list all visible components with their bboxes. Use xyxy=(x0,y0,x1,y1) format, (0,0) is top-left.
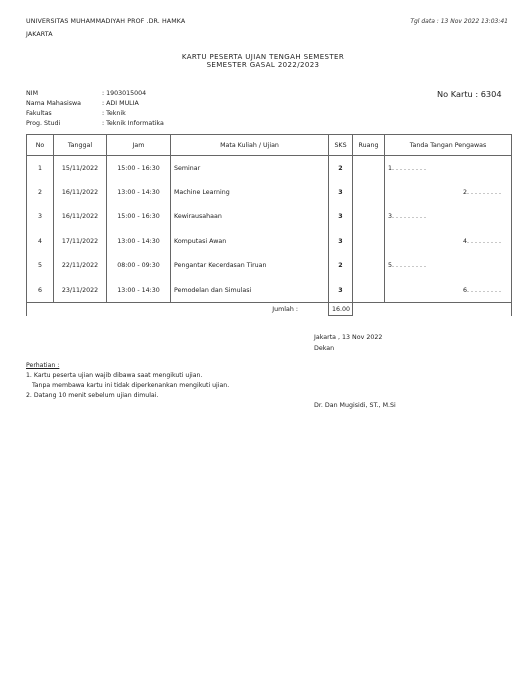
city-name: JAKARTA xyxy=(26,31,53,38)
row-room xyxy=(353,278,385,303)
row-course: Kewirausahaan xyxy=(171,205,329,229)
row-time: 13:00 - 14:30 xyxy=(107,278,171,303)
row-no: 5 xyxy=(27,254,54,278)
nim-value: : 1903015004 xyxy=(102,90,147,97)
faculty-value: : Teknik xyxy=(102,110,126,117)
row-date: 16/11/2022 xyxy=(54,180,107,204)
semester-title: SEMESTER GASAL 2022/2023 xyxy=(206,61,320,69)
row-sks: 2 xyxy=(329,156,353,181)
table-row xyxy=(27,229,512,253)
row-date: 15/11/2022 xyxy=(54,156,107,181)
total-row xyxy=(27,303,512,316)
row-course: Machine Learning xyxy=(171,180,329,204)
row-room xyxy=(353,229,385,253)
university-name: UNIVERSITAS MUHAMMADIYAH PROF .DR. HAMKA xyxy=(26,18,186,25)
name-label: Nama Mahasiswa xyxy=(26,100,82,107)
header-date: Tanggal xyxy=(54,135,107,156)
table-row xyxy=(27,205,512,229)
header-signature: Tanda Tangan Pengawas xyxy=(385,135,512,156)
header-time: Jam xyxy=(107,135,171,156)
note-line: Tanpa membawa kartu ini tidak diperkenankan mengikuti ujian. xyxy=(32,382,230,389)
notes-title: Perhatian : xyxy=(26,362,60,369)
row-signature: 5. . . . . . . . . xyxy=(385,254,512,278)
note-line: 2. Datang 10 menit sebelum ujian dimulai. xyxy=(26,392,159,399)
header-course: Mata Kuliah / Ujian xyxy=(171,135,329,156)
row-room xyxy=(353,254,385,278)
table-row xyxy=(27,254,512,278)
print-date: Tgl data : 13 Nov 2022 13:03:41 xyxy=(410,18,508,25)
row-course: Pengantar Kecerdasan Tiruan xyxy=(171,254,329,278)
faculty-label: Fakultas xyxy=(26,110,52,117)
row-date: 17/11/2022 xyxy=(54,229,107,253)
row-signature: 4. . . . . . . . . xyxy=(385,229,512,253)
notes-section xyxy=(26,361,229,401)
header-no: No xyxy=(27,135,54,156)
row-time: 13:00 - 14:30 xyxy=(107,229,171,253)
card-number: No Kartu : 6304 xyxy=(437,89,502,99)
program-value: : Teknik Informatika xyxy=(102,120,164,127)
total-empty xyxy=(353,303,512,316)
note-line: 1. Kartu peserta ujian wajib dibawa saat mengikuti ujian. xyxy=(26,372,203,379)
row-signature: 1. . . . . . . . . xyxy=(385,156,512,181)
table-row xyxy=(27,278,512,303)
row-no: 4 xyxy=(27,229,54,253)
name-value: : ADI MULIA xyxy=(102,100,139,107)
row-signature: 6. . . . . . . . . xyxy=(385,278,512,303)
row-signature: 3. . . . . . . . . xyxy=(385,205,512,229)
row-time: 13:00 - 14:30 xyxy=(107,180,171,204)
row-time: 08:00 - 09:30 xyxy=(107,254,171,278)
row-room xyxy=(353,180,385,204)
table-header-row xyxy=(27,135,512,156)
row-course: Pemodelan dan Simulasi xyxy=(171,278,329,303)
total-label: Jumlah : xyxy=(27,303,329,316)
row-signature: 2. . . . . . . . . xyxy=(385,180,512,204)
row-room xyxy=(353,156,385,181)
row-no: 1 xyxy=(27,156,54,181)
row-sks: 3 xyxy=(329,278,353,303)
row-sks: 2 xyxy=(329,254,353,278)
row-no: 6 xyxy=(27,278,54,303)
table-row xyxy=(27,180,512,204)
program-label: Prog. Studi xyxy=(26,120,61,127)
header-sks: SKS xyxy=(329,135,353,156)
row-sks: 3 xyxy=(329,229,353,253)
sign-place-date: Jakarta , 13 Nov 2022 xyxy=(314,334,383,341)
row-date: 23/11/2022 xyxy=(54,278,107,303)
row-sks: 3 xyxy=(329,180,353,204)
row-time: 15:00 - 16:30 xyxy=(107,205,171,229)
row-course: Seminar xyxy=(171,156,329,181)
total-sks: 16.00 xyxy=(329,303,353,316)
row-room xyxy=(353,205,385,229)
row-sks: 3 xyxy=(329,205,353,229)
sign-role: Dekan xyxy=(314,345,335,352)
row-date: 16/11/2022 xyxy=(54,205,107,229)
nim-label: NIM xyxy=(26,90,39,97)
row-time: 15:00 - 16:30 xyxy=(107,156,171,181)
header-room: Ruang xyxy=(353,135,385,156)
document-title: KARTU PESERTA UJIAN TENGAH SEMESTER xyxy=(181,53,345,61)
row-no: 2 xyxy=(27,180,54,204)
sign-name: Dr. Dan Mugisidi, ST., M.Si xyxy=(314,402,396,409)
table-row xyxy=(27,156,512,181)
row-course: Komputasi Awan xyxy=(171,229,329,253)
row-date: 22/11/2022 xyxy=(54,254,107,278)
exam-schedule-table xyxy=(26,134,512,316)
row-no: 3 xyxy=(27,205,54,229)
